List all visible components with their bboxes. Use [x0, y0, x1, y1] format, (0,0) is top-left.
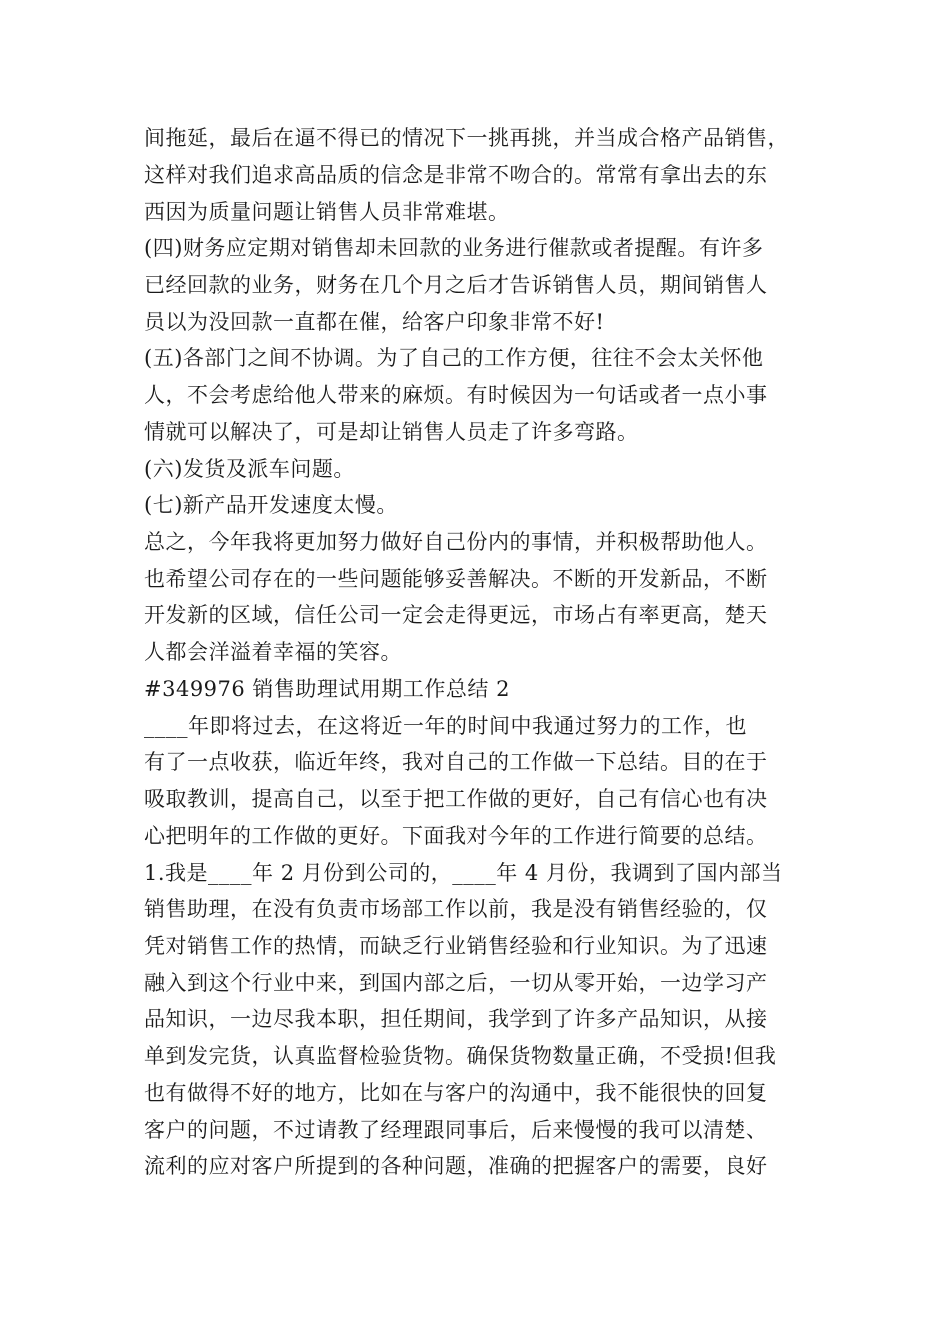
text-line: 间拖延，最后在逼不得已的情况下一挑再挑，并当成合格产品销售，: [144, 126, 789, 150]
text-line: (六)发货及派车问题。: [144, 457, 355, 481]
text-line: ____年即将过去，在这将近一年的时间中我通过努力的工作，也: [144, 714, 747, 738]
text-line: 流利的应对客户所提到的各种问题，准确的把握客户的需要，良好: [144, 1154, 768, 1178]
text-line: 客户的问题，不过请教了经理跟同事后，后来慢慢的我可以清楚、: [144, 1118, 768, 1142]
text-line: 总之，今年我将更加努力做好自己份内的事情，并积极帮助他人。: [144, 530, 768, 554]
text-line: 开发新的区域，信任公司一定会走得更远，市场占有率更高，楚天: [144, 603, 768, 627]
text-line: 也有做得不好的地方，比如在与客户的沟通中，我不能很快的回复: [144, 1081, 768, 1105]
text-line: 西因为质量问题让销售人员非常难堪。: [144, 200, 510, 224]
text-line: 融入到这个行业中来，到国内部之后，一切从零开始，一边学习产: [144, 971, 768, 995]
text-line: (五)各部门之间不协调。为了自己的工作方便，往往不会太关怀他: [144, 346, 764, 370]
text-line: 单到发完货，认真监督检验货物。确保货物数量正确，不受损!但我: [144, 1044, 777, 1068]
text-line: 人，不会考虑给他人带来的麻烦。有时候因为一句话或者一点小事: [144, 383, 768, 407]
text-line: 这样对我们追求高品质的信念是非常不吻合的。常常有拿出去的东: [144, 163, 768, 187]
text-line: 品知识，一边尽我本职，担任期间，我学到了许多产品知识，从接: [144, 1007, 768, 1031]
text-line: (四)财务应定期对销售却未回款的业务进行催款或者提醒。有许多: [144, 236, 764, 260]
text-line: 1.我是____年 2 月份到公司的，____年 4 月份，我调到了国内部当: [144, 861, 783, 885]
text-line: 凭对销售工作的热情，而缺乏行业销售经验和行业知识。为了迅速: [144, 934, 768, 958]
text-line: 情就可以解决了，可是却让销售人员走了许多弯路。: [144, 420, 639, 444]
text-line: 也希望公司存在的一些问题能够妥善解决。不断的开发新品，不断: [144, 567, 768, 591]
text-line: 员以为没回款一直都在催，给客户印象非常不好!: [144, 310, 605, 334]
text-line: 已经回款的业务，财务在几个月之后才告诉销售人员，期间销售人: [144, 273, 768, 297]
text-line: 人都会洋溢着幸福的笑容。: [144, 640, 402, 664]
text-line: 销售助理，在没有负责市场部工作以前，我是没有销售经验的，仅: [144, 897, 768, 921]
text-line: 吸取教训，提高自己，以至于把工作做的更好，自己有信心也有决: [144, 787, 768, 811]
text-line: (七)新产品开发速度太慢。: [144, 493, 398, 517]
section-heading: #349976 销售助理试用期工作总结 2: [144, 677, 510, 701]
text-line: 心把明年的工作做的更好。下面我对今年的工作进行简要的总结。: [144, 824, 768, 848]
text-line: 有了一点收获，临近年终，我对自己的工作做一下总结。目的在于: [144, 750, 768, 774]
